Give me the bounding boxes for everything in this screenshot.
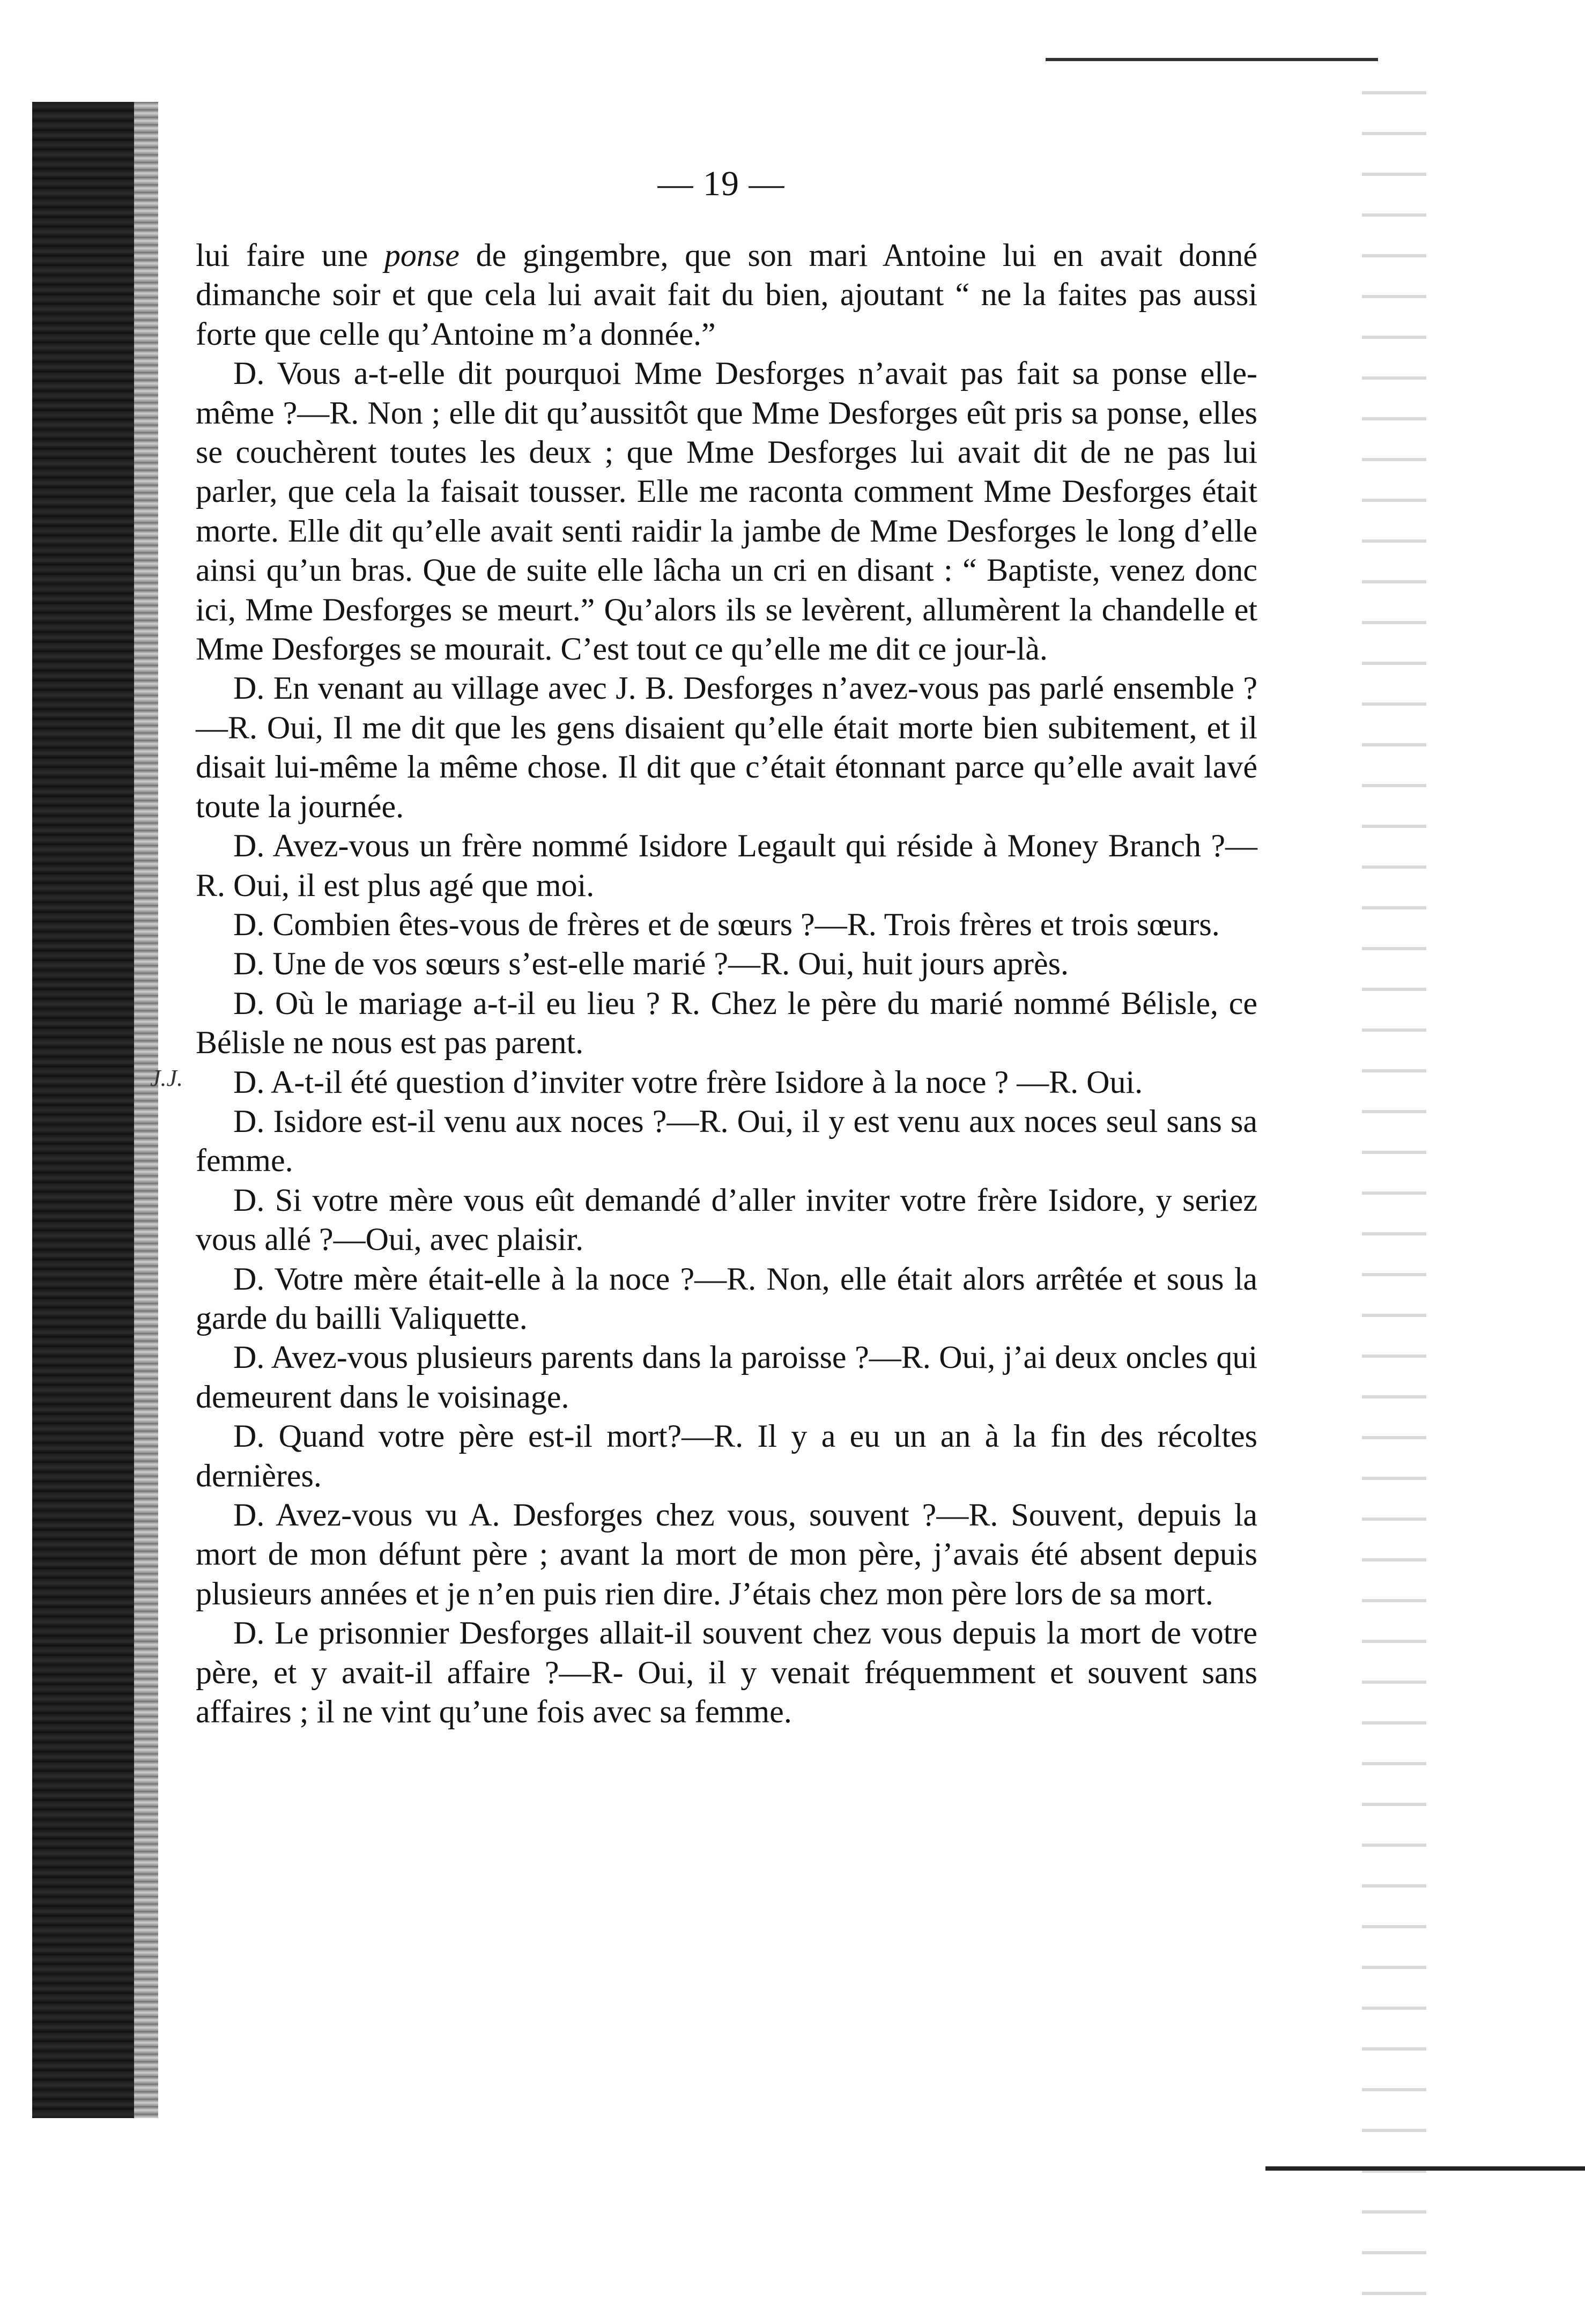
bottom-edge-mark: [1265, 2166, 1585, 2171]
paragraph: D. Si votre mère vous eût demandé d’aller inviter votre frère Isidore, y seriez vous allé ?—Oui, avec plaisir.: [196, 1182, 1257, 1257]
paragraph-text-start: lui faire une: [196, 238, 384, 273]
book-binding-edge: [134, 102, 158, 2118]
paragraph: D. A-t-il été question d’inviter votre frère Isidore à la noce ? —R. Oui.: [233, 1064, 1143, 1100]
paragraph-text-end: de gingembre, que son mari Antoine lui en avait donné dimanche soir et que cela lui avait fait du bien, ajoutant “ ne la faites pas aussi forte que celle qu’Antoine m’a donnée.”: [196, 238, 1257, 352]
paragraph: [196, 236, 1257, 354]
paragraph: D. Où le mariage a-t-il eu lieu ? R. Chez le père du marié nommé Bélisle, ce Bélisle ne nous est pas parent.: [196, 985, 1257, 1061]
top-edge-mark: [1046, 58, 1378, 61]
paragraph: D. Vous a-t-elle dit pourquoi Mme Desforges n’avait pas fait sa ponse elle-même ?—R. Non ; elle dit qu’aussitôt que Mme Desforges eût pris sa ponse, elles se couchèrent toutes les deux ; que Mme Desforges lui avait dit de ne pas lui parler, que cela la faisait tousser. Elle me raconta comment Mme Desforges était morte. Elle dit qu’elle avait senti raidir la jambe de Mme Desforges le long d’elle ainsi qu’un bras. Que de suite elle lâcha un cri en disant : “ Baptiste, venez donc ici, Mme Desforges se meurt.” Qu’alors ils se levèrent, allumèrent la chandelle et Mme Desforges se mourait. C’est tout ce qu’elle me dit ce jour-là.: [196, 356, 1257, 667]
paragraph: D. Combien êtes-vous de frères et de sœurs ?—R. Trois frères et trois sœurs.: [233, 906, 1220, 942]
paragraph: D. Avez-vous plusieurs parents dans la paroisse ?—R. Oui, j’ai deux oncles qui demeurent dans le voisinage.: [196, 1339, 1257, 1415]
page-edge-artifacts: [1362, 54, 1426, 2295]
paragraph: D. Une de vos sœurs s’est-elle marié ?—R. Oui, huit jours après.: [233, 946, 1069, 982]
book-binding-shadow: [32, 102, 134, 2118]
paragraph: D. Avez-vous un frère nommé Isidore Legault qui réside à Money Branch ?—R. Oui, il est plus agé que moi.: [196, 828, 1257, 903]
paragraph: D. Le prisonnier Desforges allait-il souvent chez vous depuis la mort de votre père, et y avait-il affaire ?—R- Oui, il y venait fréquemment et souvent sans affaires ; il ne vint qu’une fois avec sa femme.: [196, 1615, 1257, 1730]
page-number: — 19 —: [657, 164, 785, 203]
italic-word: ponse: [384, 238, 460, 273]
paragraph: D. Avez-vous vu A. Desforges chez vous, souvent ?—R. Souvent, depuis la mort de mon défunt père ; avant la mort de mon père, j’avais été absent depuis plusieurs années et je n’en puis rien dire. J’étais chez mon père lors de sa mort.: [196, 1497, 1257, 1611]
paragraph: D. En venant au village avec J. B. Desforges n’avez-vous pas parlé ensemble ?—R. Oui, Il me dit que les gens disaient qu’elle était morte bien subitement, et il disait lui-même la même chose. Il dit que c’était étonnant parce qu’elle avait lavé toute la journée.: [196, 670, 1257, 824]
page-body: [196, 236, 1257, 1731]
margin-annotation: J.J.: [150, 1065, 183, 1091]
paragraph: D. Quand votre père est-il mort?—R. Il y a eu un an à la fin des récoltes dernières.: [196, 1418, 1257, 1493]
paragraph: D. Votre mère était-elle à la noce ?—R. Non, elle était alors arrêtée et sous la garde du bailli Valiquette.: [196, 1261, 1257, 1336]
paragraph: D. Isidore est-il venu aux noces ?—R. Oui, il y est venu aux noces seul sans sa femme.: [196, 1103, 1257, 1179]
